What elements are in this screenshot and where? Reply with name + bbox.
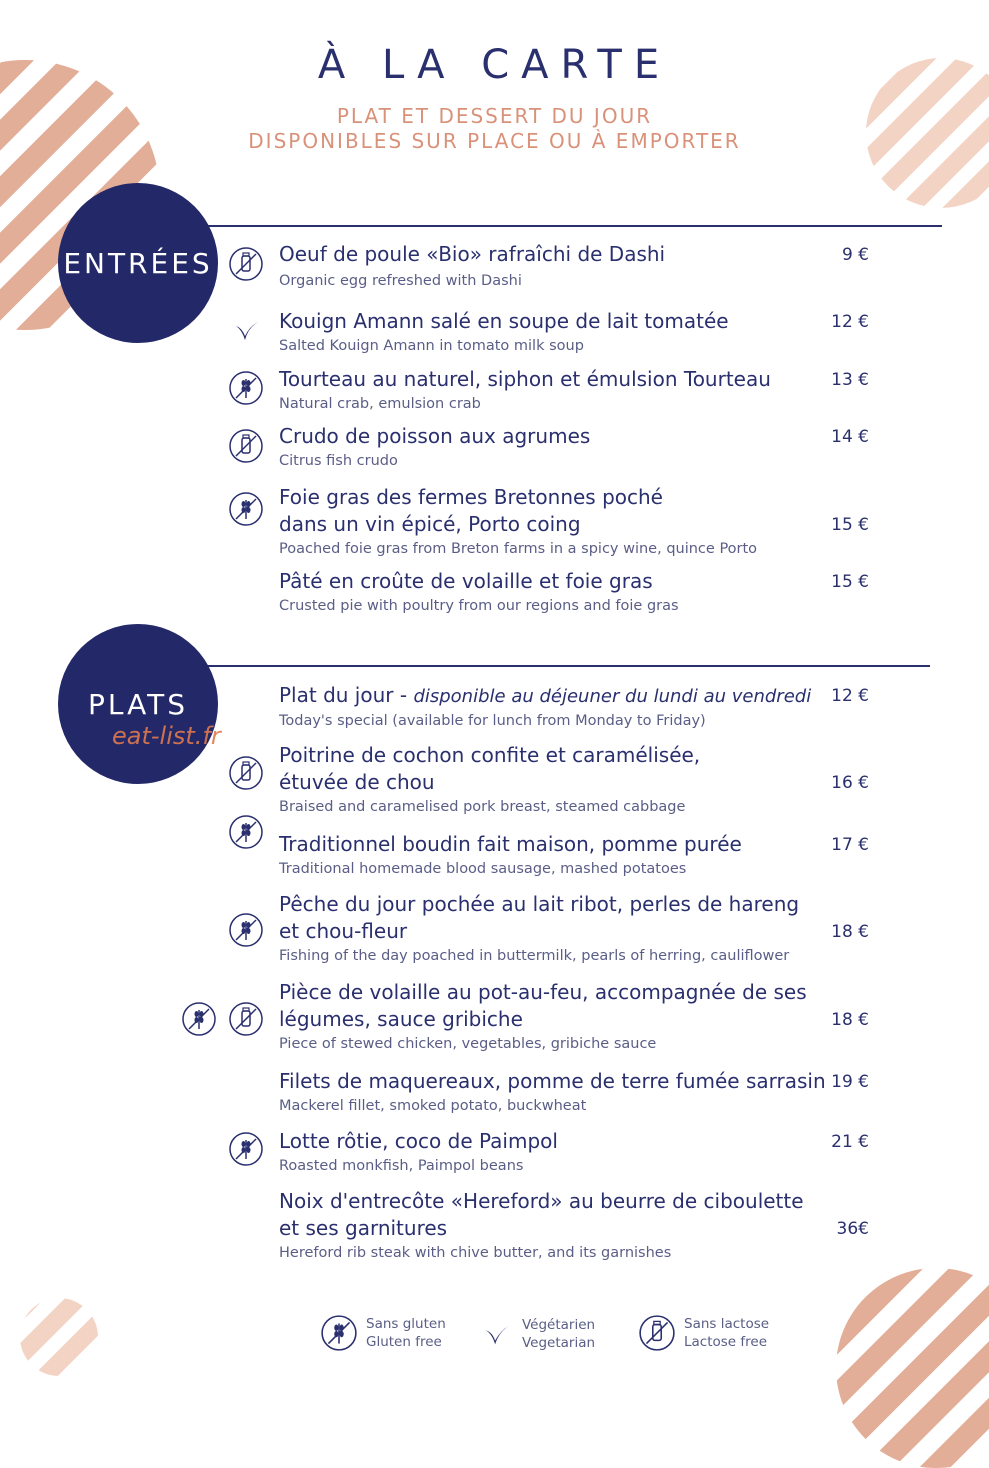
menu-item-plat-du-jour (279, 682, 869, 730)
lactose-free-icon (228, 755, 264, 791)
dish-description: Mackerel fillet, smoked potato, buckwheat (279, 1098, 587, 1114)
dish-name-line-2: et ses garnitures (279, 1216, 448, 1240)
legend-label-en: Gluten free (366, 1334, 442, 1350)
dish-description: Citrus fish crudo (279, 453, 398, 469)
decorative-striped-circle-bottom-right (836, 1268, 989, 1468)
dish-name-line-2: légumes, sauce gribiche (279, 1007, 523, 1031)
menu-item-crudo (279, 423, 869, 470)
dish-name: Traditionnel boudin fait maison, pomme purée (279, 832, 742, 856)
menu-item-pate-en-croute (279, 568, 869, 615)
subtitle-line-1: PLAT ET DESSERT DU JOUR (336, 104, 653, 128)
menu-item-volaille (279, 979, 869, 1053)
dish-description: Salted Kouign Amann in tomato milk soup (279, 338, 584, 354)
dish-description: Natural crab, emulsion crab (279, 396, 481, 412)
dish-price: 12 € (831, 686, 869, 706)
dish-name: Crudo de poisson aux agrumes (279, 424, 591, 448)
dish-name-line-2: dans un vin épicé, Porto coing (279, 512, 581, 536)
dish-name: Oeuf de poule «Bio» rafraîchi de Dashi (279, 242, 666, 266)
vegetarian-icon (480, 1317, 514, 1351)
dish-name-italic: disponible au déjeuner du lundi au vendredi (413, 686, 812, 707)
dish-price: 36€ (836, 1219, 869, 1239)
section-label-plats: PLATS (88, 687, 188, 721)
dish-description: Roasted monkfish, Paimpol beans (279, 1158, 524, 1174)
dish-price: 17 € (831, 835, 869, 855)
dish-description: Today's special (available for lunch from Monday to Friday) (279, 713, 706, 729)
page-title: À LA CARTE (317, 42, 672, 88)
watermark-text: eat-list.fr (112, 722, 221, 750)
section-badge-plats (58, 624, 218, 784)
menu-item-entrecote (279, 1188, 869, 1262)
section-divider-entrees (190, 225, 942, 227)
dish-description: Braised and caramelised pork breast, steamed cabbage (279, 799, 686, 815)
dish-name-line-1: Foie gras des fermes Bretonnes poché (279, 485, 663, 509)
menu-item-kouign-amann (279, 308, 869, 355)
dish-description: Crusted pie with poultry from our regions and foie gras (279, 598, 679, 614)
dish-name-main: Plat du jour - (279, 683, 414, 707)
lactose-free-icon (638, 1314, 676, 1352)
gluten-free-icon (228, 1131, 264, 1167)
dish-price: 12 € (831, 312, 869, 332)
gluten-free-icon (228, 370, 264, 406)
dish-description: Traditional homemade blood sausage, mashed potatoes (279, 861, 687, 877)
dish-price: 16 € (831, 773, 869, 793)
dish-price: 18 € (831, 1010, 869, 1030)
menu-item-lotte (279, 1128, 869, 1175)
section-label-entrees: ENTRÉES (63, 246, 213, 280)
dish-price: 13 € (831, 370, 869, 390)
legend-label-fr: Végétarien (522, 1317, 596, 1333)
legend-vegetarian (480, 1316, 595, 1352)
dish-price: 15 € (831, 515, 869, 535)
subtitle-line-2: DISPONIBLES SUR PLACE OU À EMPORTER (248, 129, 741, 153)
dish-price: 15 € (831, 572, 869, 592)
gluten-free-icon (228, 491, 264, 527)
menu-item-oeuf (279, 241, 869, 290)
legend-label-en: Vegetarian (522, 1335, 596, 1351)
dish-name-line-1: Pièce de volaille au pot-au-feu, accompagnée de ses (279, 980, 807, 1004)
dish-name (279, 682, 827, 710)
dish-name: Filets de maquereaux, pomme de terre fumée sarrasin (279, 1069, 826, 1093)
dish-name: Tourteau au naturel, siphon et émulsion Tourteau (279, 367, 771, 391)
gluten-free-icon (228, 814, 264, 850)
legend-label-fr: Sans lactose (684, 1316, 770, 1332)
legend-label-fr: Sans gluten (366, 1316, 446, 1332)
dish-description: Organic egg refreshed with Dashi (279, 273, 522, 289)
gluten-free-icon (181, 1001, 217, 1037)
dish-description: Poached foie gras from Breton farms in a spicy wine, quince Porto (279, 541, 758, 557)
dish-name-line-2: étuvée de chou (279, 770, 435, 794)
dish-name-line-1: Pêche du jour pochée au lait ribot, perles de hareng (279, 892, 800, 916)
dish-description: Piece of stewed chicken, vegetables, gribiche sauce (279, 1036, 657, 1052)
legend-label-en: Lactose free (684, 1334, 768, 1350)
section-badge-entrees (58, 183, 218, 343)
dish-description: Fishing of the day poached in buttermilk, pearls of herring, cauliflower (279, 948, 790, 964)
dish-name: Lotte rôtie, coco de Paimpol (279, 1129, 558, 1153)
lactose-free-icon (228, 1001, 264, 1037)
menu-item-poitrine-cochon (279, 742, 869, 816)
menu-item-tourteau (279, 366, 869, 413)
dish-name-line-2: et chou-fleur (279, 919, 408, 943)
section-divider-plats (190, 665, 930, 667)
dish-price: 14 € (831, 427, 869, 447)
dish-name: Kouign Amann salé en soupe de lait tomatée (279, 309, 729, 333)
menu-item-peche-du-jour (279, 891, 869, 965)
dish-price: 18 € (831, 922, 869, 942)
dish-price: 19 € (831, 1072, 869, 1092)
dish-name-line-1: Poitrine de cochon confite et caramélisée, (279, 743, 701, 767)
menu-item-maquereaux (279, 1068, 869, 1115)
legend-lactose-free (638, 1314, 769, 1352)
gluten-free-icon (320, 1314, 358, 1352)
lactose-free-icon (228, 246, 264, 282)
vegetarian-icon (228, 312, 264, 348)
lactose-free-icon (228, 428, 264, 464)
dish-description: Hereford rib steak with chive butter, and its garnishes (279, 1245, 672, 1261)
dish-price: 9 € (841, 245, 869, 265)
dish-name: Pâté en croûte de volaille et foie gras (279, 569, 653, 593)
dish-name-line-1: Noix d'entrecôte «Hereford» au beurre de ciboulette (279, 1189, 804, 1213)
menu-item-foie-gras (279, 484, 869, 558)
dish-price: 21 € (831, 1132, 869, 1152)
legend-gluten-free (320, 1314, 446, 1352)
menu-item-boudin (279, 831, 869, 878)
gluten-free-icon (228, 912, 264, 948)
decorative-striped-circle-bottom-left (20, 1298, 98, 1376)
